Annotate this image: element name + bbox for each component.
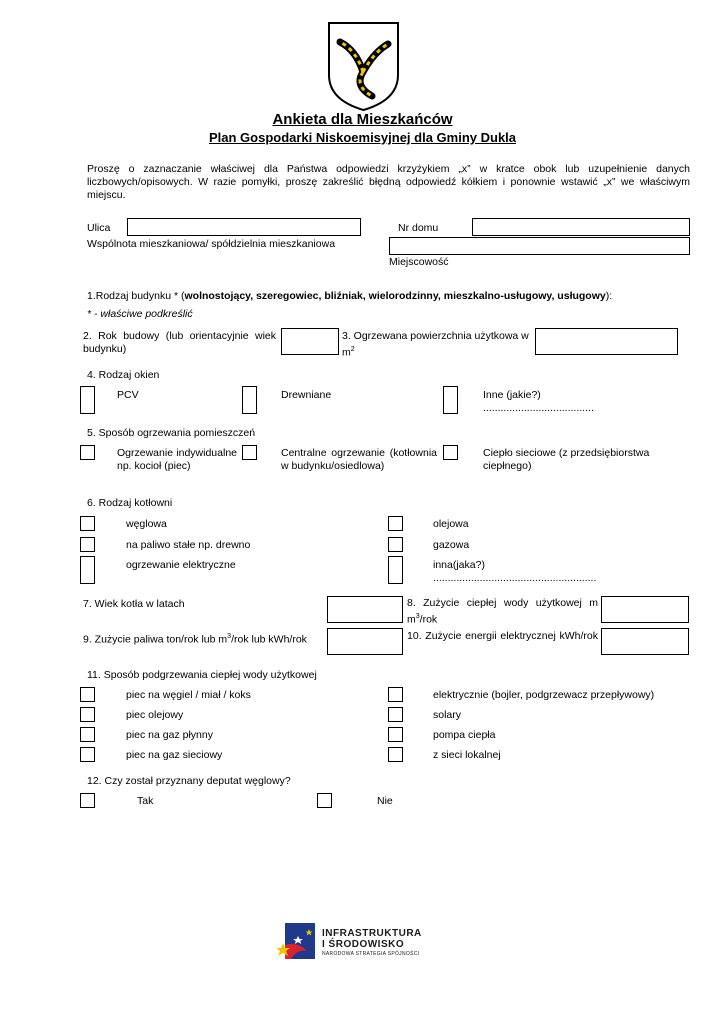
q5-central-label: Centralne ogrzewanie (kotłownia w budynku/osiedlowa) — [281, 447, 437, 472]
q4-other-label: Inne (jakie?) — [483, 389, 541, 401]
q6-solid-label: na paliwo stałe np. drewno — [126, 539, 251, 551]
q11-solar-label: solary — [433, 709, 462, 721]
q11-gas-checkbox[interactable] — [80, 747, 95, 762]
q11-gas-label: piec na gaz sieciowy — [126, 749, 223, 761]
q8-label: 8. Zużycie ciepłej wody użytkowej m — [407, 597, 598, 609]
q5-individual-checkbox[interactable] — [80, 445, 95, 460]
q11-electric-checkbox[interactable] — [388, 687, 403, 702]
intro-text: Proszę o zaznaczanie właściwej dla Państwa odpowiedzi krzyżykiem „x” w kratce obok lub uzupełnienie danych liczbowych/opisowych. W razie pomyłki, proszę zakreślić błędną odpowiedź kółkiem i ponownie wstawić „x” we właściwym miejscu. — [87, 163, 690, 201]
q6-gas-label: gazowa — [433, 539, 470, 551]
community-label: Wspólnota mieszkaniowa/ spółdzielnia mieszkaniowa — [87, 238, 336, 250]
q6-gas-checkbox[interactable] — [388, 537, 403, 552]
q6-other-checkbox[interactable] — [388, 556, 403, 584]
street-label: Ulica — [87, 222, 111, 234]
q2-label: 2. Rok budowy (lub orientacyjnie wiek budynku) — [83, 330, 276, 355]
q11-electric-label: elektrycznie (bojler, podgrzewacz przepływowy) — [433, 689, 655, 701]
page-subtitle: Plan Gospodarki Niskoemisyjnej dla Gminy Dukla — [208, 130, 517, 145]
q7-input[interactable] — [327, 596, 403, 623]
q12-label: 12. Czy został przyznany deputat węglowy? — [87, 775, 291, 787]
q12-no-checkbox[interactable] — [317, 793, 332, 808]
q6-oil-checkbox[interactable] — [388, 516, 403, 531]
q11-coal-label: piec na węgiel / miał / koks — [126, 689, 251, 701]
q8-unit: $m^3$/rok — [407, 613, 438, 626]
house-no-label: Nr domu — [398, 222, 439, 234]
q4-wood-checkbox[interactable] — [242, 386, 257, 414]
locality-input[interactable] — [389, 237, 690, 255]
q6-other-label: inna(jaka?) — [433, 559, 485, 571]
q4-pcv-label: PCV — [117, 389, 139, 401]
q11-oil-checkbox[interactable] — [80, 707, 95, 722]
q10-label: 10. Zużycie energii elektrycznej kWh/rok — [407, 630, 598, 642]
q5-label: 5. Sposób ogrzewania pomieszczeń — [87, 427, 256, 439]
q4-pcv-checkbox[interactable] — [80, 386, 95, 414]
q11-heatpump-label: pompa ciepła — [433, 729, 496, 741]
q7-label: 7. Wiek kotła w latach — [83, 598, 185, 610]
q4-other-checkbox[interactable] — [443, 386, 458, 414]
locality-label: Miejscowość — [389, 256, 449, 268]
q11-label: 11. Sposób podgrzewania ciepłej wody użytkowej — [87, 669, 317, 681]
q11-lpg-checkbox[interactable] — [80, 727, 95, 742]
q5-district-checkbox[interactable] — [443, 445, 458, 460]
q6-solid-checkbox[interactable] — [80, 537, 95, 552]
q11-lpg-label: piec na gaz płynny — [126, 729, 213, 741]
q1-note: * - właściwe podkreślić — [87, 308, 193, 320]
q4-wood-label: Drewniane — [281, 389, 332, 401]
q4-other-dots: ...................................... — [483, 402, 594, 414]
q11-coal-checkbox[interactable] — [80, 687, 95, 702]
coat-of-arms — [326, 20, 401, 112]
q3-label: 3. Ogrzewana powierzchnia użytkowa w $m^2$ — [342, 330, 529, 359]
q9-label: 9. Zużycie paliwa ton/rok lub $m^3$/rok lub kWh/rok — [83, 633, 307, 646]
q9-input[interactable] — [327, 628, 403, 655]
page-title: Ankieta dla Mieszkańców — [272, 111, 453, 128]
q6-coal-checkbox[interactable] — [80, 516, 95, 531]
logo-line3: NARODOWA STRATEGIA SPÓJNOŚCI — [322, 951, 420, 957]
q11-heatpump-checkbox[interactable] — [388, 727, 403, 742]
house-no-input[interactable] — [472, 218, 690, 236]
q11-oil-label: piec olejowy — [126, 709, 184, 721]
q5-district-label: Ciepło sieciowe (z przedsiębiorstwa ciepłnego) — [483, 447, 650, 472]
eu-flag-icon — [277, 923, 315, 959]
q1-label: 1.Rodzaj budynku * (wolnostojący, szeregowiec, bliźniak, wielorodzinny, mieszkalno-usługowy, usługowy): — [87, 290, 613, 302]
q8-input[interactable] — [601, 596, 689, 623]
q6-electric-label: ogrzewanie elektryczne — [126, 559, 236, 571]
q6-electric-checkbox[interactable] — [80, 556, 95, 584]
q11-local-checkbox[interactable] — [388, 747, 403, 762]
q5-central-checkbox[interactable] — [242, 445, 257, 460]
logo-line2: I ŚRODOWISKO — [322, 939, 405, 950]
q10-input[interactable] — [601, 628, 689, 655]
q6-label: 6. Rodzaj kotłowni — [87, 497, 173, 509]
street-input[interactable] — [127, 218, 361, 236]
q11-local-label: z sieci lokalnej — [433, 749, 501, 761]
q6-other-dots: ........................................................ — [433, 572, 597, 584]
q12-no-label: Nie — [377, 795, 393, 807]
q6-coal-label: węglowa — [126, 518, 167, 530]
logo-line1: INFRASTRUKTURA — [322, 928, 422, 939]
q3-input[interactable] — [535, 328, 678, 355]
q2-input[interactable] — [281, 328, 339, 355]
q12-yes-checkbox[interactable] — [80, 793, 95, 808]
q4-label: 4. Rodzaj okien — [87, 369, 160, 381]
q6-oil-label: olejowa — [433, 518, 469, 530]
infrastruktura-logo — [277, 923, 457, 963]
q5-individual-label: Ogrzewanie indywidualne np. kocioł (piec) — [117, 447, 237, 472]
q11-solar-checkbox[interactable] — [388, 707, 403, 722]
q12-yes-label: Tak — [137, 795, 154, 807]
